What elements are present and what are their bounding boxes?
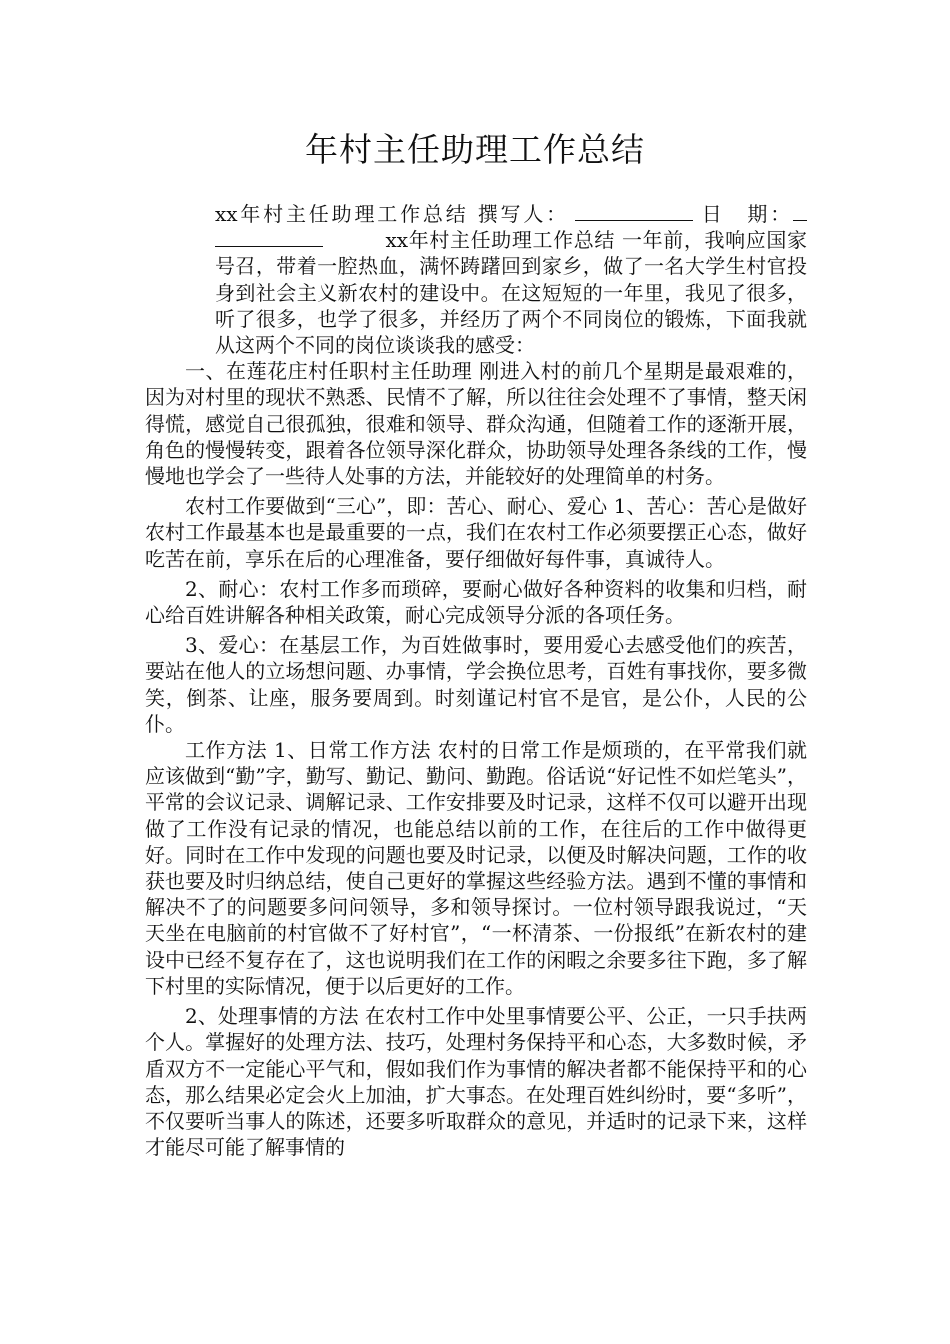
intro-title: xx年村主任助理工作总结 [385, 228, 615, 253]
date-blank [793, 202, 807, 221]
document-title: 年村主任助理工作总结 [305, 130, 645, 169]
date-label: 日 期： [698, 202, 794, 226]
body-paragraph-2: 农村工作要做到“三心”，即：苦心、耐心、爱心 1、苦心：苦心是做好农村工作最基本也是最重要的一点，我们在农村工作必须要摆正心态，做好吃苦在前，享乐在后的心理准备，要仔细做好每件事，真诚待人。 [145, 494, 807, 571]
document-body [145, 201, 807, 1160]
doc-name: xx年村主任助理工作总结 [215, 202, 469, 226]
date-blank-continued [215, 228, 323, 247]
body-paragraph-5: 工作方法 1、日常工作方法 农村的日常工作是烦琐的，在平常我们就应该做到“勤”字，勤写、勤记、勤问、勤跑。俗话说“好记性不如烂笔头”，平常的会议记录、调解记录、工作安排要及时记录，这样不仅可以避开出现做了工作没有记录的情况，也能总结以前的工作，在往后的工作中做得更好。同时在工作中发现的问题也要及时记录，以便及时解决问题，工作的收获也要及时归纳总结，使自己更好的掌握这些经验方法。遇到不懂的事情和解决不了的问题要多问问领导，多和领导探讨。一位村领导跟我说过，“天天坐在电脑前的村官做不了好村官”，“一杯清茶、一份报纸”在新农村的建设中已经不复存在了，这也说明我们在工作的闲暇之余要多往下跑，多了解下村里的实际情况，便于以后更好的工作。 [145, 738, 807, 998]
header-paragraph [145, 201, 807, 358]
body-paragraph-4: 3、爱心：在基层工作，为百姓做事时，要用爱心去感受他们的疾苦，要站在他人的立场想问题、办事情，学会换位思考，百姓有事找你，要多微笑，倒茶、让座，服务要周到。时刻谨记村官不是官，是公仆，人民的公仆。 [145, 633, 807, 736]
body-paragraph-1: 一、在莲花庄村任职村主任助理 刚进入村的前几个星期是最艰难的，因为对村里的现状不熟悉、民情不了解，所以往往会处理不了事情，整天闲得慌，感觉自己很孤独，很难和领导、群众沟通，但随着工作的逐渐开展，角色的慢慢转变，跟着各位领导深化群众，协助领导处理各条线的工作，慢慢地也学会了一些待人处事的方法，并能较好的处理简单的村务。 [145, 359, 807, 489]
body-paragraph-6: 2、处理事情的方法 在农村工作中处里事情要公平、公正，一只手扶两个人。掌握好的处理方法、技巧，处理村务保持平和心态，大多数时候，矛盾双方不一定能心平气和，假如我们作为事情的解决者都不能保持平和的心态，那么结果必定会火上加油，扩大事态。在处理百姓纠纷时，要“多听”，不仅要听当事人的陈述，还要多听取群众的意见，并适时的记录下来，这样才能尽可能了解事情的 [145, 1004, 807, 1160]
author-label: 撰写人： [477, 202, 569, 226]
intro-text: 一年前，我响应国家号召，带着一腔热血，满怀踌躇回到家乡，做了一名大学生村官投身到社会主义新农村的建设中。在这短短的一年里，我见了很多，听了很多，也学了很多，并经历了两个不同岗位的锻炼，下面我就从这两个不同的岗位谈谈我的感受： [215, 228, 808, 358]
body-paragraph-3: 2、耐心：农村工作多而琐碎，要耐心做好各种资料的收集和归档，耐心给百姓讲解各种相关政策，耐心完成领导分派的各项任务。 [145, 576, 807, 628]
author-blank [575, 202, 693, 221]
